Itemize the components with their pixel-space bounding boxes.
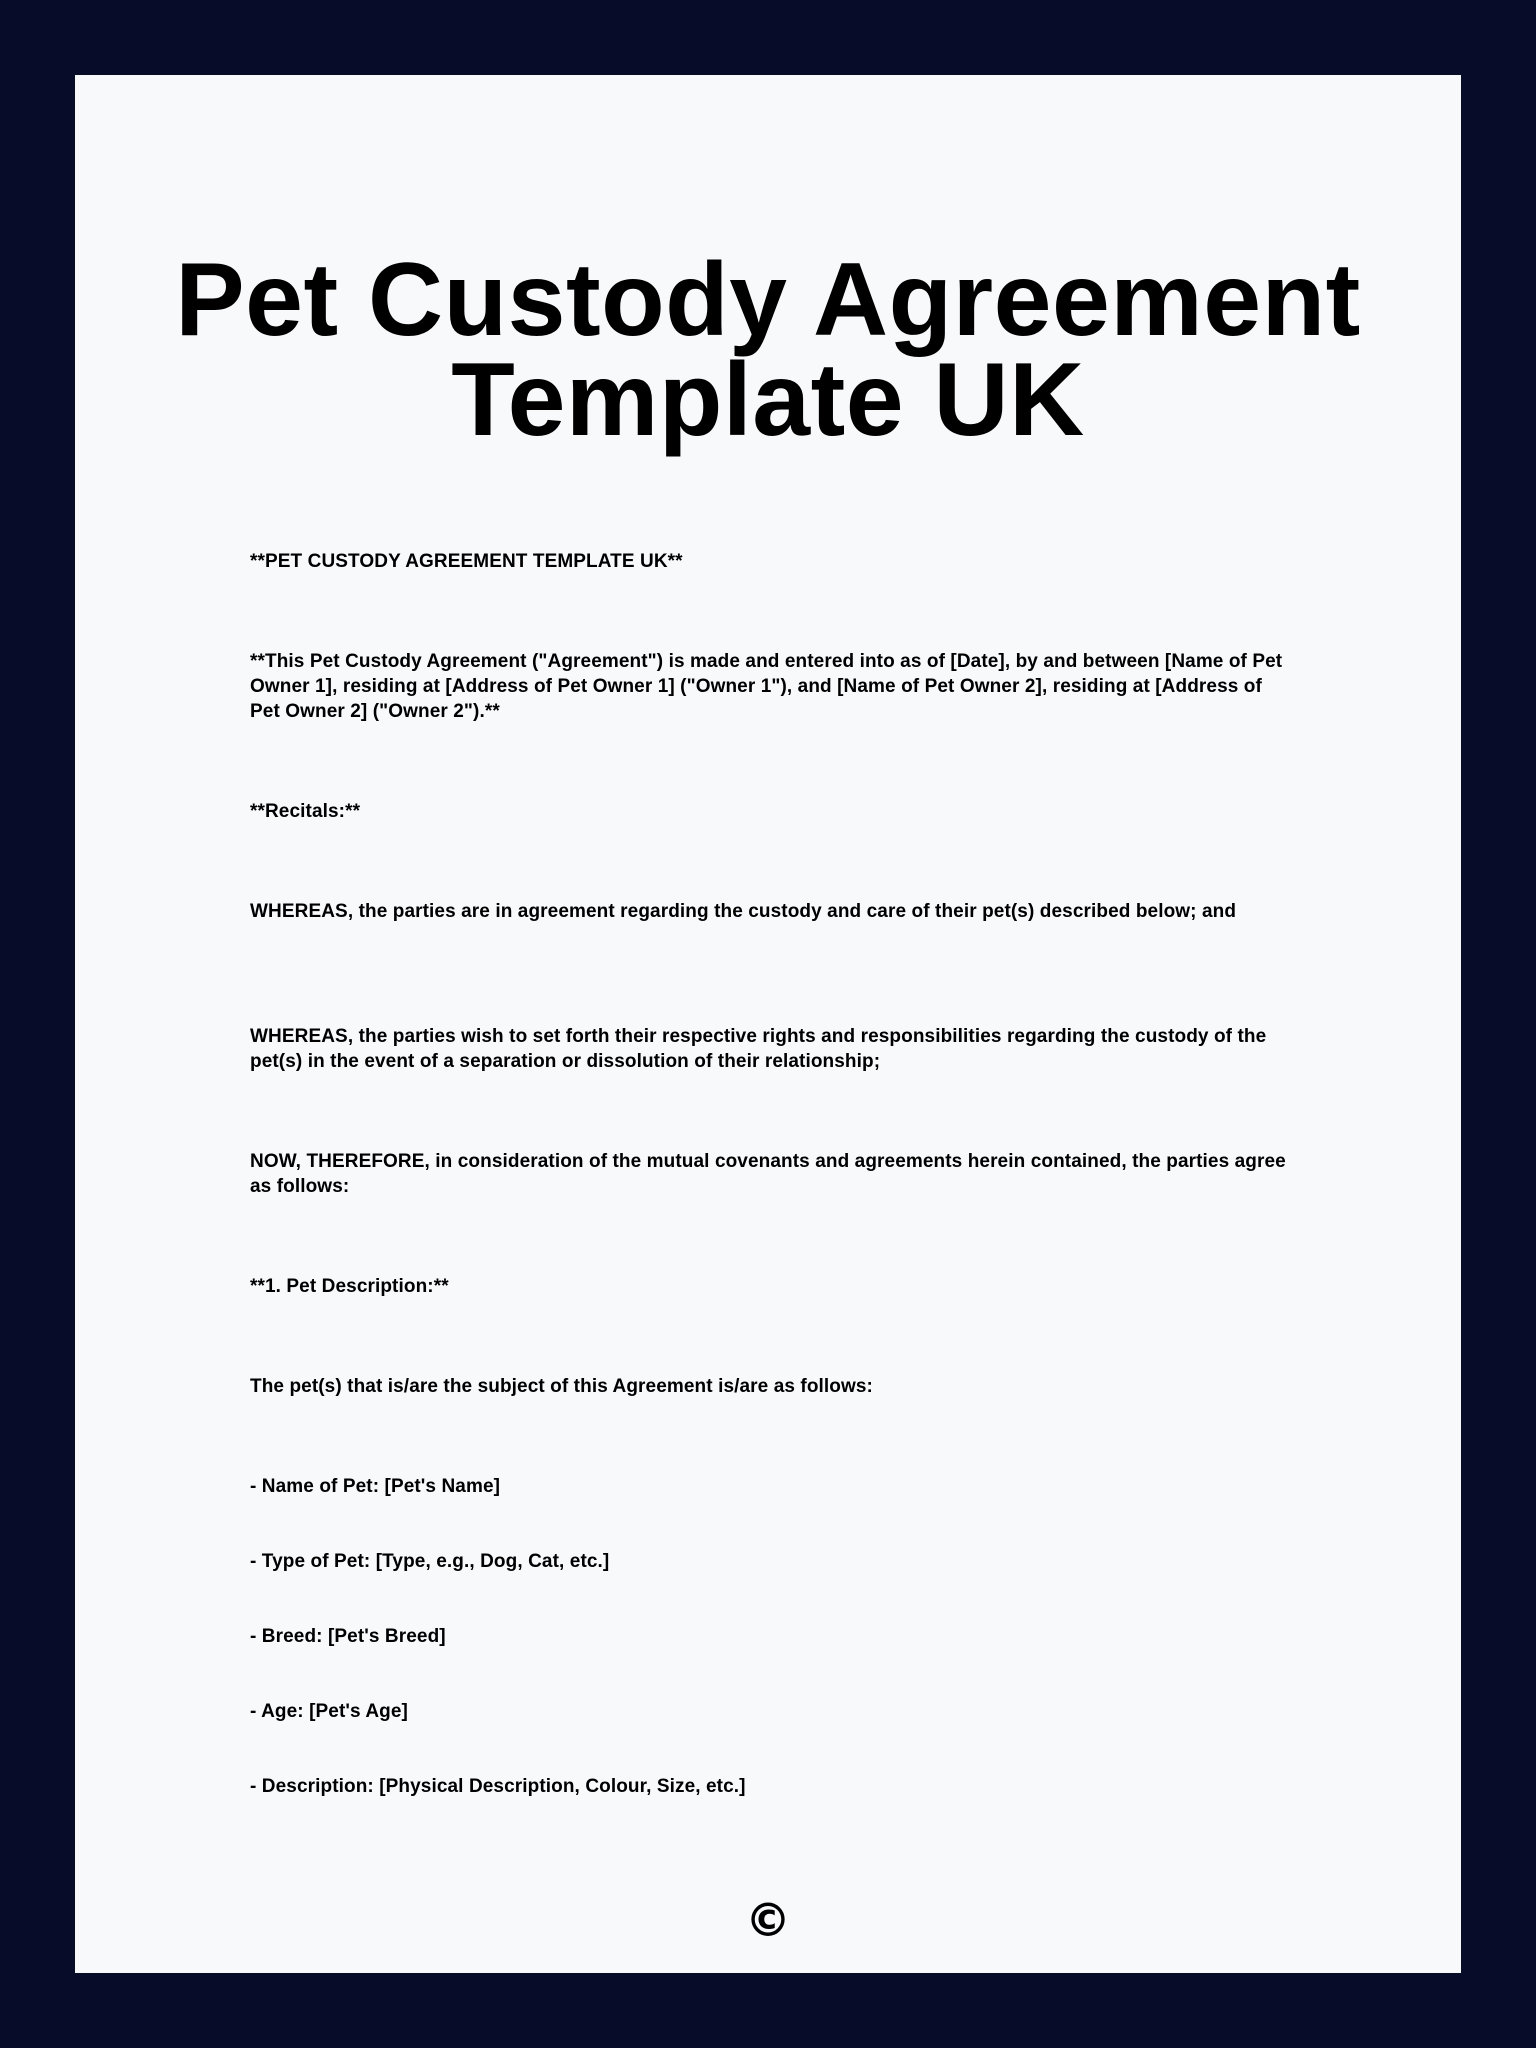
consideration-paragraph: NOW, THEREFORE, in consideration of the mutual covenants and agreements herein contained, the parties agree as follows: bbox=[250, 1151, 1286, 1197]
pet-name-item: - Name of Pet: [Pet's Name] bbox=[250, 1476, 501, 1497]
pet-breed-item: - Breed: [Pet's Breed] bbox=[250, 1626, 446, 1647]
document-title bbox=[75, 242, 1461, 458]
pet-physical-description-item: - Description: [Physical Description, Colour, Size, etc.] bbox=[250, 1776, 746, 1797]
recitals-heading: **Recitals:** bbox=[250, 801, 361, 822]
recital-paragraph-2: WHEREAS, the parties wish to set forth their respective rights and responsibilities regarding the custody of the pet(s) in the event of a separation or dissolution of their relationship; bbox=[250, 1026, 1267, 1072]
pet-description-heading: **1. Pet Description:** bbox=[250, 1276, 449, 1297]
agreement-intro-paragraph: **This Pet Custody Agreement ("Agreement") is made and entered into as of [Date], by and between [Name of Pet Owner 1], residing at [Address of Pet Owner 1] ("Owner 1"), and [Name of Pet Owner 2], residing at [Address of Pet Owner 2] ("Owner 2").** bbox=[250, 651, 1283, 722]
document-title-line-2: Template UK bbox=[451, 342, 1085, 458]
document-title-line-1: Pet Custody Agreement bbox=[175, 242, 1361, 358]
pet-age-item: - Age: [Pet's Age] bbox=[250, 1701, 408, 1722]
document-page bbox=[75, 75, 1461, 1973]
recital-paragraph-1: WHEREAS, the parties are in agreement regarding the custody and care of their pet(s) described below; and bbox=[250, 901, 1237, 922]
copyright-icon: © bbox=[745, 1893, 791, 1947]
agreement-heading: **PET CUSTODY AGREEMENT TEMPLATE UK** bbox=[250, 551, 683, 572]
pet-description-intro: The pet(s) that is/are the subject of this Agreement is/are as follows: bbox=[250, 1376, 873, 1397]
pet-type-item: - Type of Pet: [Type, e.g., Dog, Cat, etc.] bbox=[250, 1551, 610, 1572]
